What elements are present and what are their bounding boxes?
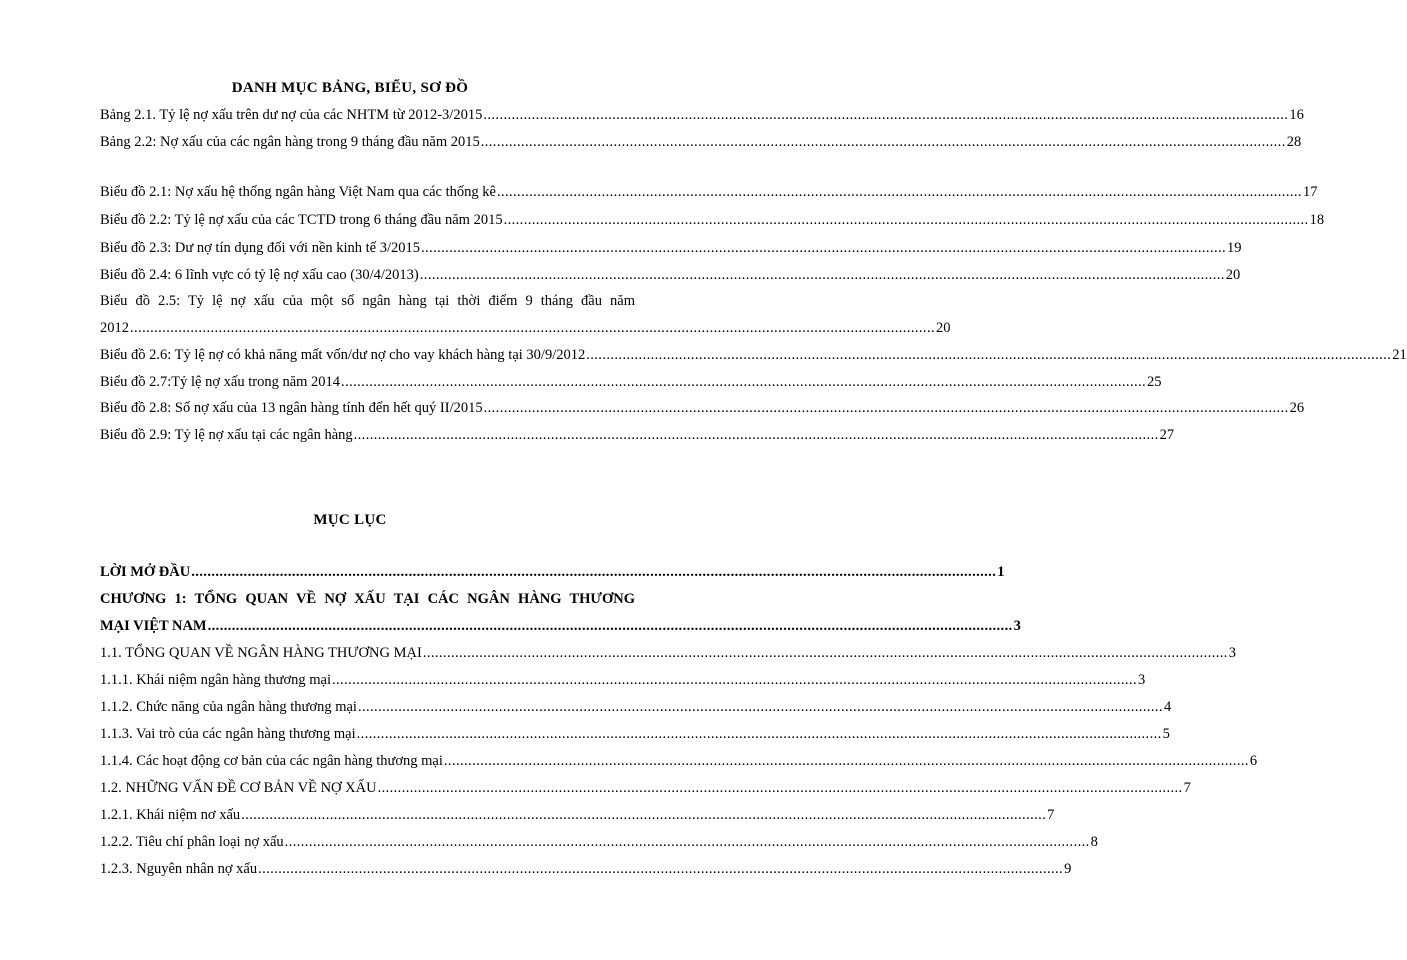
dot-leader: ........................................................................................................................................................................................................: [483, 400, 1289, 416]
entry-page: 3: [1137, 672, 1146, 688]
entry-label: Biểu đồ 2.6: Tỷ lệ nợ có khả năng mất vốn/dư nợ cho vay khách hàng tại 30/9/2012: [100, 347, 586, 363]
entry-label: MẠI VIỆT NAM: [100, 618, 207, 634]
dot-leader: ........................................................................................................................................................................................................: [331, 672, 1137, 688]
entry-page: 28: [1286, 134, 1302, 150]
chart-entry-2-2[interactable]: [100, 212, 1325, 232]
dot-leader: ........................................................................................................................................................................................................: [207, 618, 1013, 634]
entry-page: 6: [1249, 753, 1258, 769]
entry-page: 25: [1147, 374, 1162, 390]
chart-entry-2-5-line1[interactable]: Biểu đồ 2.5: Tỷ lệ nợ xấu của một số ngân hàng tại thời điểm 9 tháng đầu năm: [100, 293, 635, 309]
entry-label: 1.1.2. Chức năng của ngân hàng thương mại: [100, 699, 357, 715]
dot-leader: ........................................................................................................................................................................................................: [241, 807, 1047, 823]
dot-leader: ........................................................................................................................................................................................................: [341, 374, 1147, 390]
entry-page: 21: [1392, 347, 1407, 363]
entry-page: 16: [1289, 107, 1304, 123]
entry-label: Biểu đồ 2.3: Dư nợ tín dụng đối với nền kinh tế 3/2015: [100, 240, 421, 256]
dot-leader: ........................................................................................................................................................................................................: [191, 564, 997, 580]
toc-title: MỤC LỤC: [313, 512, 387, 528]
toc-entry-1-1-3[interactable]: [100, 726, 1170, 746]
entry-label: Biểu đồ 2.8: Số nợ xấu của 13 ngân hàng tính đến hết quý II/2015: [100, 400, 483, 416]
table-entry-2-1[interactable]: [100, 107, 1304, 127]
entry-page: 7: [1183, 780, 1191, 796]
entry-label: Bảng 2.1. Tỷ lệ nợ xấu trên dư nợ của các NHTM từ 2012-3/2015: [100, 107, 483, 123]
toc-entry-1-1-4[interactable]: [100, 753, 1258, 773]
toc-entry-1-1-1[interactable]: [100, 672, 1146, 692]
dot-leader: ........................................................................................................................................................................................................: [496, 184, 1302, 200]
chart-entry-2-7[interactable]: [100, 374, 1162, 394]
entry-label: 1.1.3. Vai trò của các ngân hàng thương mại: [100, 726, 356, 742]
entry-label: 2012: [100, 320, 129, 336]
dot-leader: ........................................................................................................................................................................................................: [356, 726, 1162, 742]
toc-entry-1-2-3[interactable]: [100, 861, 1072, 881]
toc-entry-1-2-2[interactable]: [100, 834, 1098, 854]
entry-page: 18: [1309, 212, 1325, 228]
chart-entry-2-4[interactable]: [100, 267, 1241, 287]
entry-page: 7: [1047, 807, 1055, 823]
chart-entry-2-3[interactable]: [100, 240, 1242, 260]
entry-label: 1.2.2. Tiêu chí phân loại nợ xấu: [100, 834, 284, 850]
dot-leader: ........................................................................................................................................................................................................: [443, 753, 1249, 769]
dot-leader: ........................................................................................................................................................................................................: [284, 834, 1090, 850]
entry-page: 9: [1064, 861, 1072, 877]
entry-page: 1: [997, 564, 1005, 580]
entry-page: 17: [1302, 184, 1318, 200]
toc-entry-loi-mo-dau[interactable]: [100, 564, 1005, 584]
toc-entry-1-1[interactable]: [100, 645, 1237, 665]
entry-page: 20: [936, 320, 951, 336]
dot-leader: ........................................................................................................................................................................................................: [419, 267, 1225, 283]
entry-label: 1.1.1. Khái niệm ngân hàng thương mại: [100, 672, 331, 688]
table-entry-2-2[interactable]: [100, 134, 1302, 154]
chart-entry-2-8[interactable]: [100, 400, 1305, 420]
chart-entry-2-9[interactable]: [100, 427, 1175, 447]
entry-label: 1.1. TỔNG QUAN VỀ NGÂN HÀNG THƯƠNG MẠI: [100, 645, 422, 661]
entry-label: Bảng 2.2: Nợ xấu của các ngân hàng trong 9 tháng đầu năm 2015: [100, 134, 480, 150]
entry-label: LỜI MỞ ĐẦU: [100, 564, 191, 580]
dot-leader: ........................................................................................................................................................................................................: [258, 861, 1064, 877]
entry-page: 19: [1227, 240, 1242, 256]
dot-leader: ........................................................................................................................................................................................................: [377, 780, 1183, 796]
dot-leader: ........................................................................................................................................................................................................: [130, 320, 935, 336]
list-of-tables-title: DANH MỤC BẢNG, BIỂU, SƠ ĐỒ: [231, 80, 469, 96]
entry-page: 8: [1090, 834, 1098, 850]
toc-entry-chuong-1[interactable]: [100, 618, 1021, 638]
dot-leader: ........................................................................................................................................................................................................: [483, 107, 1289, 123]
dot-leader: ........................................................................................................................................................................................................: [357, 699, 1163, 715]
entry-label: Biểu đồ 2.7:Tỷ lệ nợ xấu trong năm 2014: [100, 374, 341, 390]
dot-leader: ........................................................................................................................................................................................................: [586, 347, 1392, 363]
entry-label: Biểu đồ 2.2: Tỷ lệ nợ xấu của các TCTD trong 6 tháng đầu năm 2015: [100, 212, 503, 228]
toc-entry-chuong-1-line1[interactable]: CHƯƠNG 1: TỔNG QUAN VỀ NỢ XẤU TẠI CÁC NGÂN HÀNG THƯƠNG: [100, 591, 635, 607]
entry-page: 3: [1228, 645, 1237, 661]
chart-entry-2-5[interactable]: [100, 320, 951, 340]
dot-leader: ........................................................................................................................................................................................................: [422, 645, 1228, 661]
entry-page: 5: [1162, 726, 1170, 742]
entry-page: 3: [1013, 618, 1021, 634]
entry-label: Biểu đồ 2.1: Nợ xấu hệ thống ngân hàng Việt Nam qua các thống kê: [100, 184, 496, 200]
entry-label: 1.2.1. Khái niệm nơ xấu: [100, 807, 241, 823]
entry-page: 20: [1225, 267, 1241, 283]
toc-entry-1-2-1[interactable]: [100, 807, 1055, 827]
entry-label: 1.2.3. Nguyên nhân nợ xấu: [100, 861, 258, 877]
toc-entry-1-2[interactable]: [100, 780, 1191, 800]
entry-label: 1.1.4. Các hoạt động cơ bản của các ngân hàng thương mại: [100, 753, 443, 769]
dot-leader: ........................................................................................................................................................................................................: [480, 134, 1286, 150]
dot-leader: ........................................................................................................................................................................................................: [353, 427, 1159, 443]
entry-label: Biểu đồ 2.4: 6 lĩnh vực có tỷ lệ nợ xấu cao (30/4/2013): [100, 267, 419, 283]
entry-label: 1.2. NHỮNG VẤN ĐỀ CƠ BẢN VỀ NỢ XẤU: [100, 780, 377, 796]
entry-page: 26: [1289, 400, 1305, 416]
toc-entry-1-1-2[interactable]: [100, 699, 1172, 719]
dot-leader: ........................................................................................................................................................................................................: [421, 240, 1227, 256]
chart-entry-2-6[interactable]: [100, 347, 1407, 367]
chart-entry-2-1[interactable]: [100, 184, 1318, 204]
entry-label: Biểu đồ 2.9: Tỷ lệ nợ xấu tại các ngân hàng: [100, 427, 353, 443]
entry-page: 27: [1159, 427, 1175, 443]
dot-leader: ........................................................................................................................................................................................................: [503, 212, 1309, 228]
entry-page: 4: [1163, 699, 1172, 715]
